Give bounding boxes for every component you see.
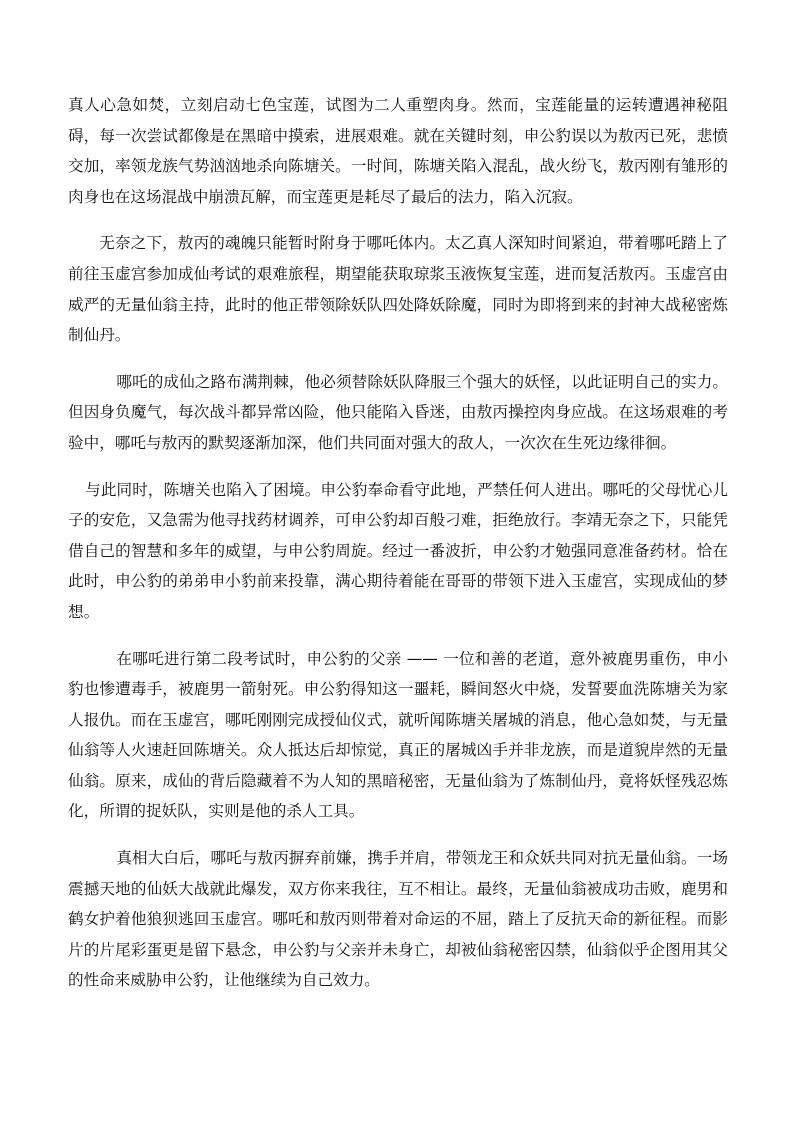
paragraph-2: 无奈之下，敖丙的魂魄只能暂时附身于哪吒体内。太乙真人深知时间紧迫，带着哪吒踏上了前往玉虚宫参加成仙考试的艰难旅程，期望能获取琼浆玉液恢复宝莲，进而复活敖丙。玉虚宫由威严的无量仙翁主持，此时的他正带领除妖队四处降妖除魔，同时为即将到来的封神大战秘密炼制仙丹。	[68, 234, 728, 345]
paragraph-3: 哪吒的成仙之路布满荆棘，他必须替除妖队降服三个强大的妖怪，以此证明自己的实力。但因身负魔气，每次战斗都异常凶险，他只能陷入昏迷，由敖丙操控肉身应战。在这场艰难的考验中，哪吒与敖丙的默契逐渐加深，他们共同面对强大的敌人，一次次在生死边缘徘徊。	[68, 372, 728, 452]
paragraph-1: 真人心急如焚，立刻启动七色宝莲，试图为二人重塑肉身。然而，宝莲能量的运转遭遇神秘阻碍，每一次尝试都像是在黑暗中摸索，进展艰难。就在关键时刻，申公豹误以为敖丙已死，悲愤交加，率领龙族气势汹汹地杀向陈塘关。一时间，陈塘关陷入混乱，战火纷飞，敖丙刚有雏形的肉身也在这场混战中崩溃瓦解，而宝莲更是耗尽了最后的法力，陷入沉寂。	[68, 96, 728, 206]
paragraph-6: 真相大白后，哪吒与敖丙摒弃前嫌，携手并肩，带领龙王和众妖共同对抗无量仙翁。一场震撼天地的仙妖大战就此爆发，双方你来我往，互不相让。最终，无量仙翁被成功击败，鹿男和鹤女护着他狼狈逃回玉虚宫。哪吒和敖丙则带着对命运的不屈，踏上了反抗天命的新征程。而影片的片尾彩蛋更是留下悬念，申公豹与父亲并未身亡，却被仙翁秘密囚禁，仙翁似乎企图用其父的性命来威胁申公豹，让他继续为自己效力。	[68, 849, 728, 990]
paragraph-4: 与此同时，陈塘关也陷入了困境。申公豹奉命看守此地，严禁任何人进出。哪吒的父母忧心儿子的安危，又急需为他寻找药材调养，可申公豹却百般刁难，拒绝放行。李靖无奈之下，只能凭借自己的智慧和多年的威望，与申公豹周旋。经过一番波折，申公豹才勉强同意准备药材。恰在此时，申公豹的弟弟申小豹前来投靠，满心期待着能在哥哥的带领下进入玉虚宫，实现成仙的梦想。	[68, 480, 728, 621]
paragraph-5: 在哪吒进行第二段考试时，申公豹的父亲 —— 一位和善的老道，意外被鹿男重伤，申小豹也惨遭毒手，被鹿男一箭射死。申公豹得知这一噩耗，瞬间怒火中烧，发誓要血洗陈塘关为家人报仇。而在玉虚宫，哪吒刚刚完成授仙仪式，就听闻陈塘关屠城的消息，他心急如焚，与无量仙翁等人火速赶回陈塘关。众人抵达后却惊觉，真正的屠城凶手并非龙族，而是道貌岸然的无量仙翁。原来，成仙的背后隐藏着不为人知的黑暗秘密，无量仙翁为了炼制仙丹，竟将妖怪残忍炼化，所谓的捉妖队，实则是他的杀人工具。	[68, 649, 728, 821]
document-body	[68, 90, 728, 1012]
